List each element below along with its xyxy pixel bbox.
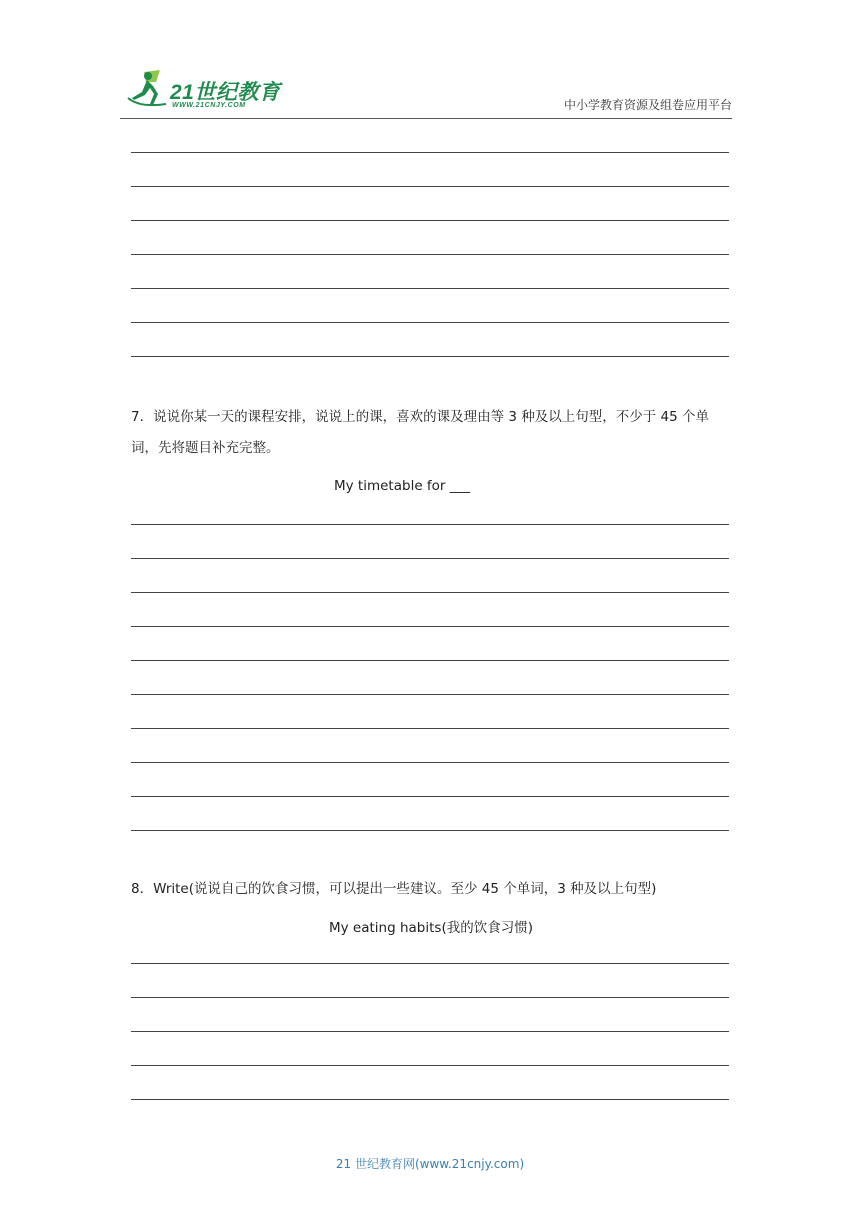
question-7-prompt: 7．说说你某一天的课程安排，说说上的课，喜欢的课及理由等 3 种及以上句型，不少于 45 个单词，先将题目补充完整。 — [131, 409, 710, 456]
question-8-title: My eating habits(我的饮食习惯) — [329, 920, 533, 936]
platform-tagline: 中小学教育资源及组卷应用平台 — [563, 98, 732, 112]
answer-line[interactable] — [131, 660, 729, 661]
running-figure-with-flag-icon — [120, 68, 174, 116]
logo-url: WWW.21CNJY.COM — [172, 102, 246, 109]
answer-line[interactable] — [131, 997, 729, 998]
answer-line[interactable] — [131, 152, 729, 153]
question-8-prompt: 8．Write(说说自己的饮食习惯，可以提出一些建议。至少 45 个单词，3 种及以上句型) — [131, 881, 657, 897]
site-logo[interactable] — [120, 66, 290, 116]
answer-line[interactable] — [131, 796, 729, 797]
answer-line[interactable] — [131, 1065, 729, 1066]
answer-line[interactable] — [131, 220, 729, 221]
page-header — [120, 66, 732, 119]
page-footer[interactable]: 21 世纪教育网(www.21cnjy.com) — [335, 1157, 525, 1171]
answer-line[interactable] — [131, 762, 729, 763]
answer-line[interactable] — [131, 728, 729, 729]
answer-line[interactable] — [131, 626, 729, 627]
answer-line[interactable] — [131, 830, 729, 831]
answer-line[interactable] — [131, 963, 729, 964]
question-7-title: My timetable for ___ — [334, 478, 471, 494]
answer-line[interactable] — [131, 524, 729, 525]
answer-line[interactable] — [131, 1031, 729, 1032]
answer-line[interactable] — [131, 1099, 729, 1100]
answer-line[interactable] — [131, 186, 729, 187]
answer-line[interactable] — [131, 322, 729, 323]
logo-text: 21世纪教育 — [170, 81, 281, 104]
answer-line[interactable] — [131, 558, 729, 559]
answer-line[interactable] — [131, 288, 729, 289]
answer-line[interactable] — [131, 592, 729, 593]
answer-line[interactable] — [131, 356, 729, 357]
answer-line[interactable] — [131, 694, 729, 695]
answer-line[interactable] — [131, 254, 729, 255]
